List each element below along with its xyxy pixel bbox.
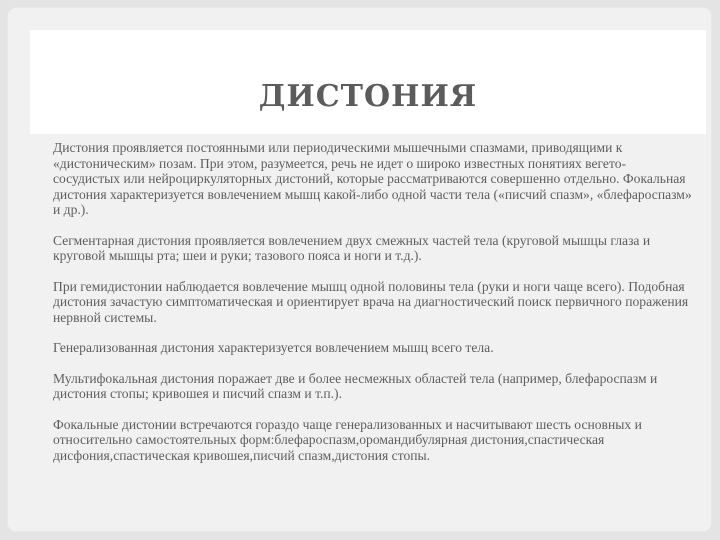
paragraph-segmental-dystonia: Сегментарная дистония проявляется вовлечением двух смежных частей тела (круговой мышцы глаза и круговой мышцы рта; шеи и руки; тазового пояса и ноги и т.д.). — [53, 232, 651, 263]
paragraph-multifocal-dystonia: Мультифокальная дистония поражает две и более несмежных областей тела (например, блефароспазм и дистония стопы; кривошея и писчий спазм и т.п.). — [53, 370, 658, 401]
paragraph-generalized-dystonia: Генерализованная дистония характеризуется вовлечением мышц всего тела. — [53, 340, 494, 355]
paragraph-focal-dystonia: Дистония проявляется постоянными или периодическими мышечными спазмами, приводящими к «дистоническим» позам. При этом, разумеется, речь не идет о широко известных понятиях вегето-сосудистых или нейроциркуляторных дистоний, которые рассматриваются совершенно отдельно. Фокальная дистония характеризуется вовлечением мышц какой-либо одной части тела («писчий спазм», «блефароспазм» и др.). — [53, 140, 692, 217]
paragraph-hemidystonia: При гемидистонии наблюдается вовлечение мышц одной половины тела (руки и ноги чаще всего). Подобная дистония зачастую симптоматическая и ориентирует врача на диагностический поиск первичного поражения нервной системы. — [53, 278, 689, 325]
title-box — [30, 30, 706, 134]
slide-content — [53, 140, 693, 478]
paragraph-focal-forms: Фокальные дистонии встречаются гораздо чаще генерализованных и насчитывают шесть основных и относительно самостоятельных форм:блефароспазм,оромандибулярная дистония,спастическая дисфония,спастическая кривошея,писчий спазм,дистония стопы. — [53, 416, 642, 463]
slide-title: ДИСТОНИЯ — [258, 79, 478, 114]
